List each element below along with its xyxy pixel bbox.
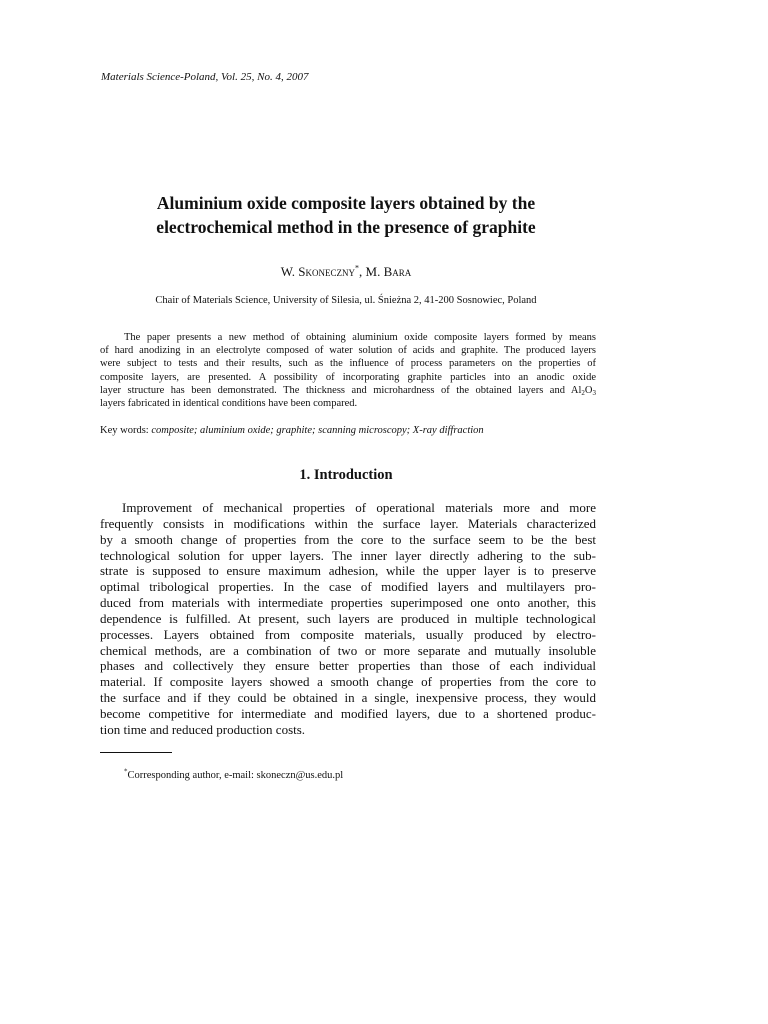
title-line-1: Aluminium oxide composite layers obtained by the: [156, 193, 536, 213]
body-line: Improvement of mechanical properties of operational materials more and more: [122, 500, 596, 515]
section-heading: 1. Introduction: [299, 467, 393, 483]
abstract-line: layers fabricated in identical conditions have been compared.: [100, 397, 358, 409]
body-line: by a smooth change of properties from the core to the surface seem to be the best: [100, 531, 596, 547]
author-separator: ,: [359, 264, 366, 279]
body-line: the surface and if they could be obtained in a single, inexpensive process, they would: [100, 690, 596, 706]
formula-subscript-2: 2: [581, 388, 585, 397]
author-1-initial: W.: [280, 264, 299, 279]
paper-title: [96, 191, 596, 239]
abstract-line-with-formula: [100, 384, 596, 397]
keywords-label: Key words:: [100, 425, 152, 436]
author-1-surname: Skoneczny: [298, 264, 356, 279]
body-line: technological solution for upper layers. The inner layer directly adhering to the sub-: [100, 547, 596, 563]
journal-citation: Materials Science-Poland, Vol. 25, No. 4, 2007: [101, 71, 309, 83]
body-line: strate is supposed to ensure maximum adhesion, while the upper layer is to preserve: [100, 563, 596, 579]
footnote-mark: *: [124, 767, 128, 776]
corresponding-author-mark: *: [355, 263, 360, 273]
abstract-line: were subject to tests and their results, such as the influence of process parameters on the properties of: [100, 358, 596, 370]
abstract: [100, 331, 596, 410]
body-line: become competitive for intermediate and modified layers, due to a shortened produc-: [100, 705, 596, 721]
authors: [96, 264, 596, 280]
body-line: optimal tribological properties. In the case of modified layers and multilayers pro-: [100, 579, 596, 595]
footnote: [124, 767, 344, 781]
keywords-terms: composite; aluminium oxide; graphite; scanning microscopy; X-ray diffraction: [151, 425, 484, 436]
body-line: chemical methods, are a combination of two or more separate and mutually insoluble: [100, 642, 596, 658]
body-line: tion time and reduced production costs.: [100, 721, 306, 737]
abstract-line-text: layer structure has been demonstrated. The thickness and microhardness of the obtained layers and Al: [100, 384, 582, 396]
footnote-rule: [100, 752, 172, 753]
abstract-line: composite layers, are presented. A possibility of incorporating graphite particles into an anodic oxide: [100, 371, 596, 383]
body-line: dependence is fulfilled. At present, such layers are produced in multiple technological: [100, 610, 596, 626]
formula-oxygen: O: [584, 384, 593, 396]
formula-subscript-3: 3: [592, 388, 596, 397]
abstract-line: The paper presents a new method of obtaining aluminium oxide composite layers formed by means: [124, 332, 596, 343]
body-line: phases and collectively they ensure better properties than those of each individual: [100, 658, 596, 674]
introduction-body: [100, 500, 596, 738]
body-line: material. If composite layers showed a smooth change of properties from the core to: [100, 674, 596, 690]
affiliation: Chair of Materials Science, University of Silesia, ul. Śnieżna 2, 41-200 Sosnowiec, Poland: [155, 295, 537, 306]
body-line: processes. Layers obtained from composite materials, usually produced by electro-: [100, 626, 596, 642]
body-line: duced from materials with intermediate properties superimposed one onto another, this: [100, 595, 596, 611]
author-2-surname: Bara: [383, 264, 412, 279]
footnote-text: Corresponding author, e-mail: skoneczn@us.edu.pl: [127, 770, 344, 781]
keywords: [100, 425, 484, 436]
abstract-line: of hard anodizing in an electrolyte composed of water solution of acids and graphite. The produced layers: [100, 345, 596, 357]
title-line-2: electrochemical method in the presence of graphite: [156, 217, 536, 237]
author-2-initial: M.: [365, 264, 384, 279]
body-line: frequently consists in modifications within the surface layer. Materials characterized: [100, 515, 596, 531]
